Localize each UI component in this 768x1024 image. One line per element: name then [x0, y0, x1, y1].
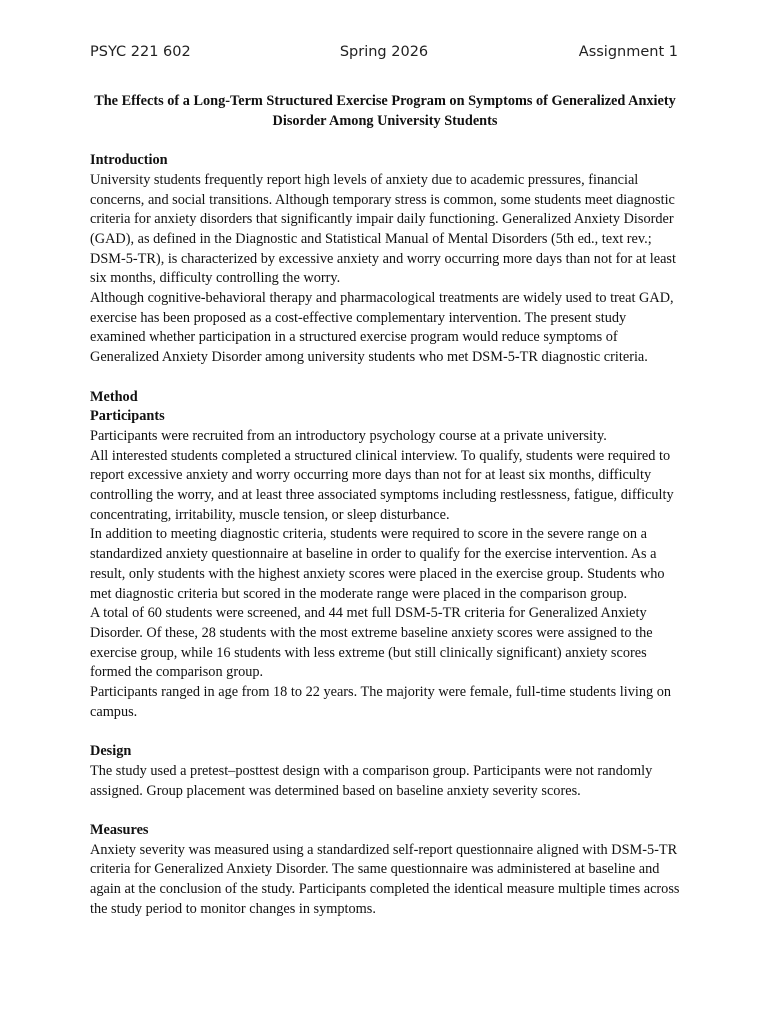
- paragraph: Anxiety severity was measured using a standardized self-report questionnaire aligned with DSM-5-TR criteria for Generalized Anxiety Disorder. The same questionnaire was administered at baseline and again at the conclusion of the study. Participants completed the identical measure multiple times across the study period to monitor changes in symptoms.: [90, 841, 680, 917]
- paragraph: In addition to meeting diagnostic criteria, students were required to score in the severe range on a standardized anxiety questionnaire at baseline in order to qualify for the exercise intervention. As a result, only students with the highest anxiety scores were placed in the exercise group. Students who met diagnostic criteria but scored in the moderate range were placed in the comparison group.: [90, 526, 665, 602]
- document-body: [90, 92, 680, 919]
- paragraph: The study used a pretest–posttest design with a comparison group. Participants were not randomly assigned. Group placement was determined based on baseline anxiety severity scores.: [90, 762, 653, 799]
- paragraph: Participants were recruited from an introductory psychology course at a private university.: [90, 427, 607, 444]
- page-header: [90, 44, 678, 66]
- course-code: PSYC 221 602: [90, 44, 191, 60]
- term-label: Spring 2026: [339, 44, 429, 60]
- paragraph: All interested students completed a structured clinical interview. To qualify, students were required to report excessive anxiety and worry occurring more days than not for at least six months, difficulty controlling the worry, and at least three associated symptoms including restlessness, fatigue, difficulty concentrating, irritability, muscle tension, or sleep disturbance.: [90, 447, 674, 523]
- design-heading: Design: [90, 743, 132, 760]
- document-title: The Effects of a Long-Term Structured Exercise Program on Symptoms of Generalized Anxiety Disorder Among University Students: [94, 93, 676, 129]
- introduction-heading: Introduction: [90, 152, 168, 169]
- measures-heading: Measures: [90, 821, 149, 838]
- paragraph: University students frequently report high levels of anxiety due to academic pressures, financial concerns, and social transitions. Although temporary stress is common, some students meet diagnostic criteria for anxiety disorders that significantly impair daily functioning. Generalized Anxiety Disorder (GAD), as defined in the Diagnostic and Statistical Manual of Mental Disorders (5th ed., text rev.; DSM-5-TR), is characterized by excessive anxiety and worry occurring more days than not for at least six months, difficulty controlling the worry.: [90, 171, 676, 287]
- method-heading: Method: [90, 388, 138, 405]
- assignment-label: Assignment 1: [578, 44, 678, 60]
- paragraph: Although cognitive-behavioral therapy and pharmacological treatments are widely used to treat GAD, exercise has been proposed as a cost-effective complementary intervention. The present study examined whether participation in a structured exercise program would reduce symptoms of Generalized Anxiety Disorder among university students who met DSM-5-TR diagnostic criteria.: [90, 290, 674, 366]
- participants-heading: Participants: [90, 408, 165, 425]
- paragraph: Participants ranged in age from 18 to 22 years. The majority were female, full-time students living on campus.: [90, 684, 671, 720]
- paragraph: A total of 60 students were screened, and 44 met full DSM-5-TR criteria for Generalized Anxiety Disorder. Of these, 28 students with the most extreme baseline anxiety scores were assigned to the exercise group, while 16 students with less extreme (but still clinically significant) anxiety scores formed the comparison group.: [90, 605, 653, 681]
